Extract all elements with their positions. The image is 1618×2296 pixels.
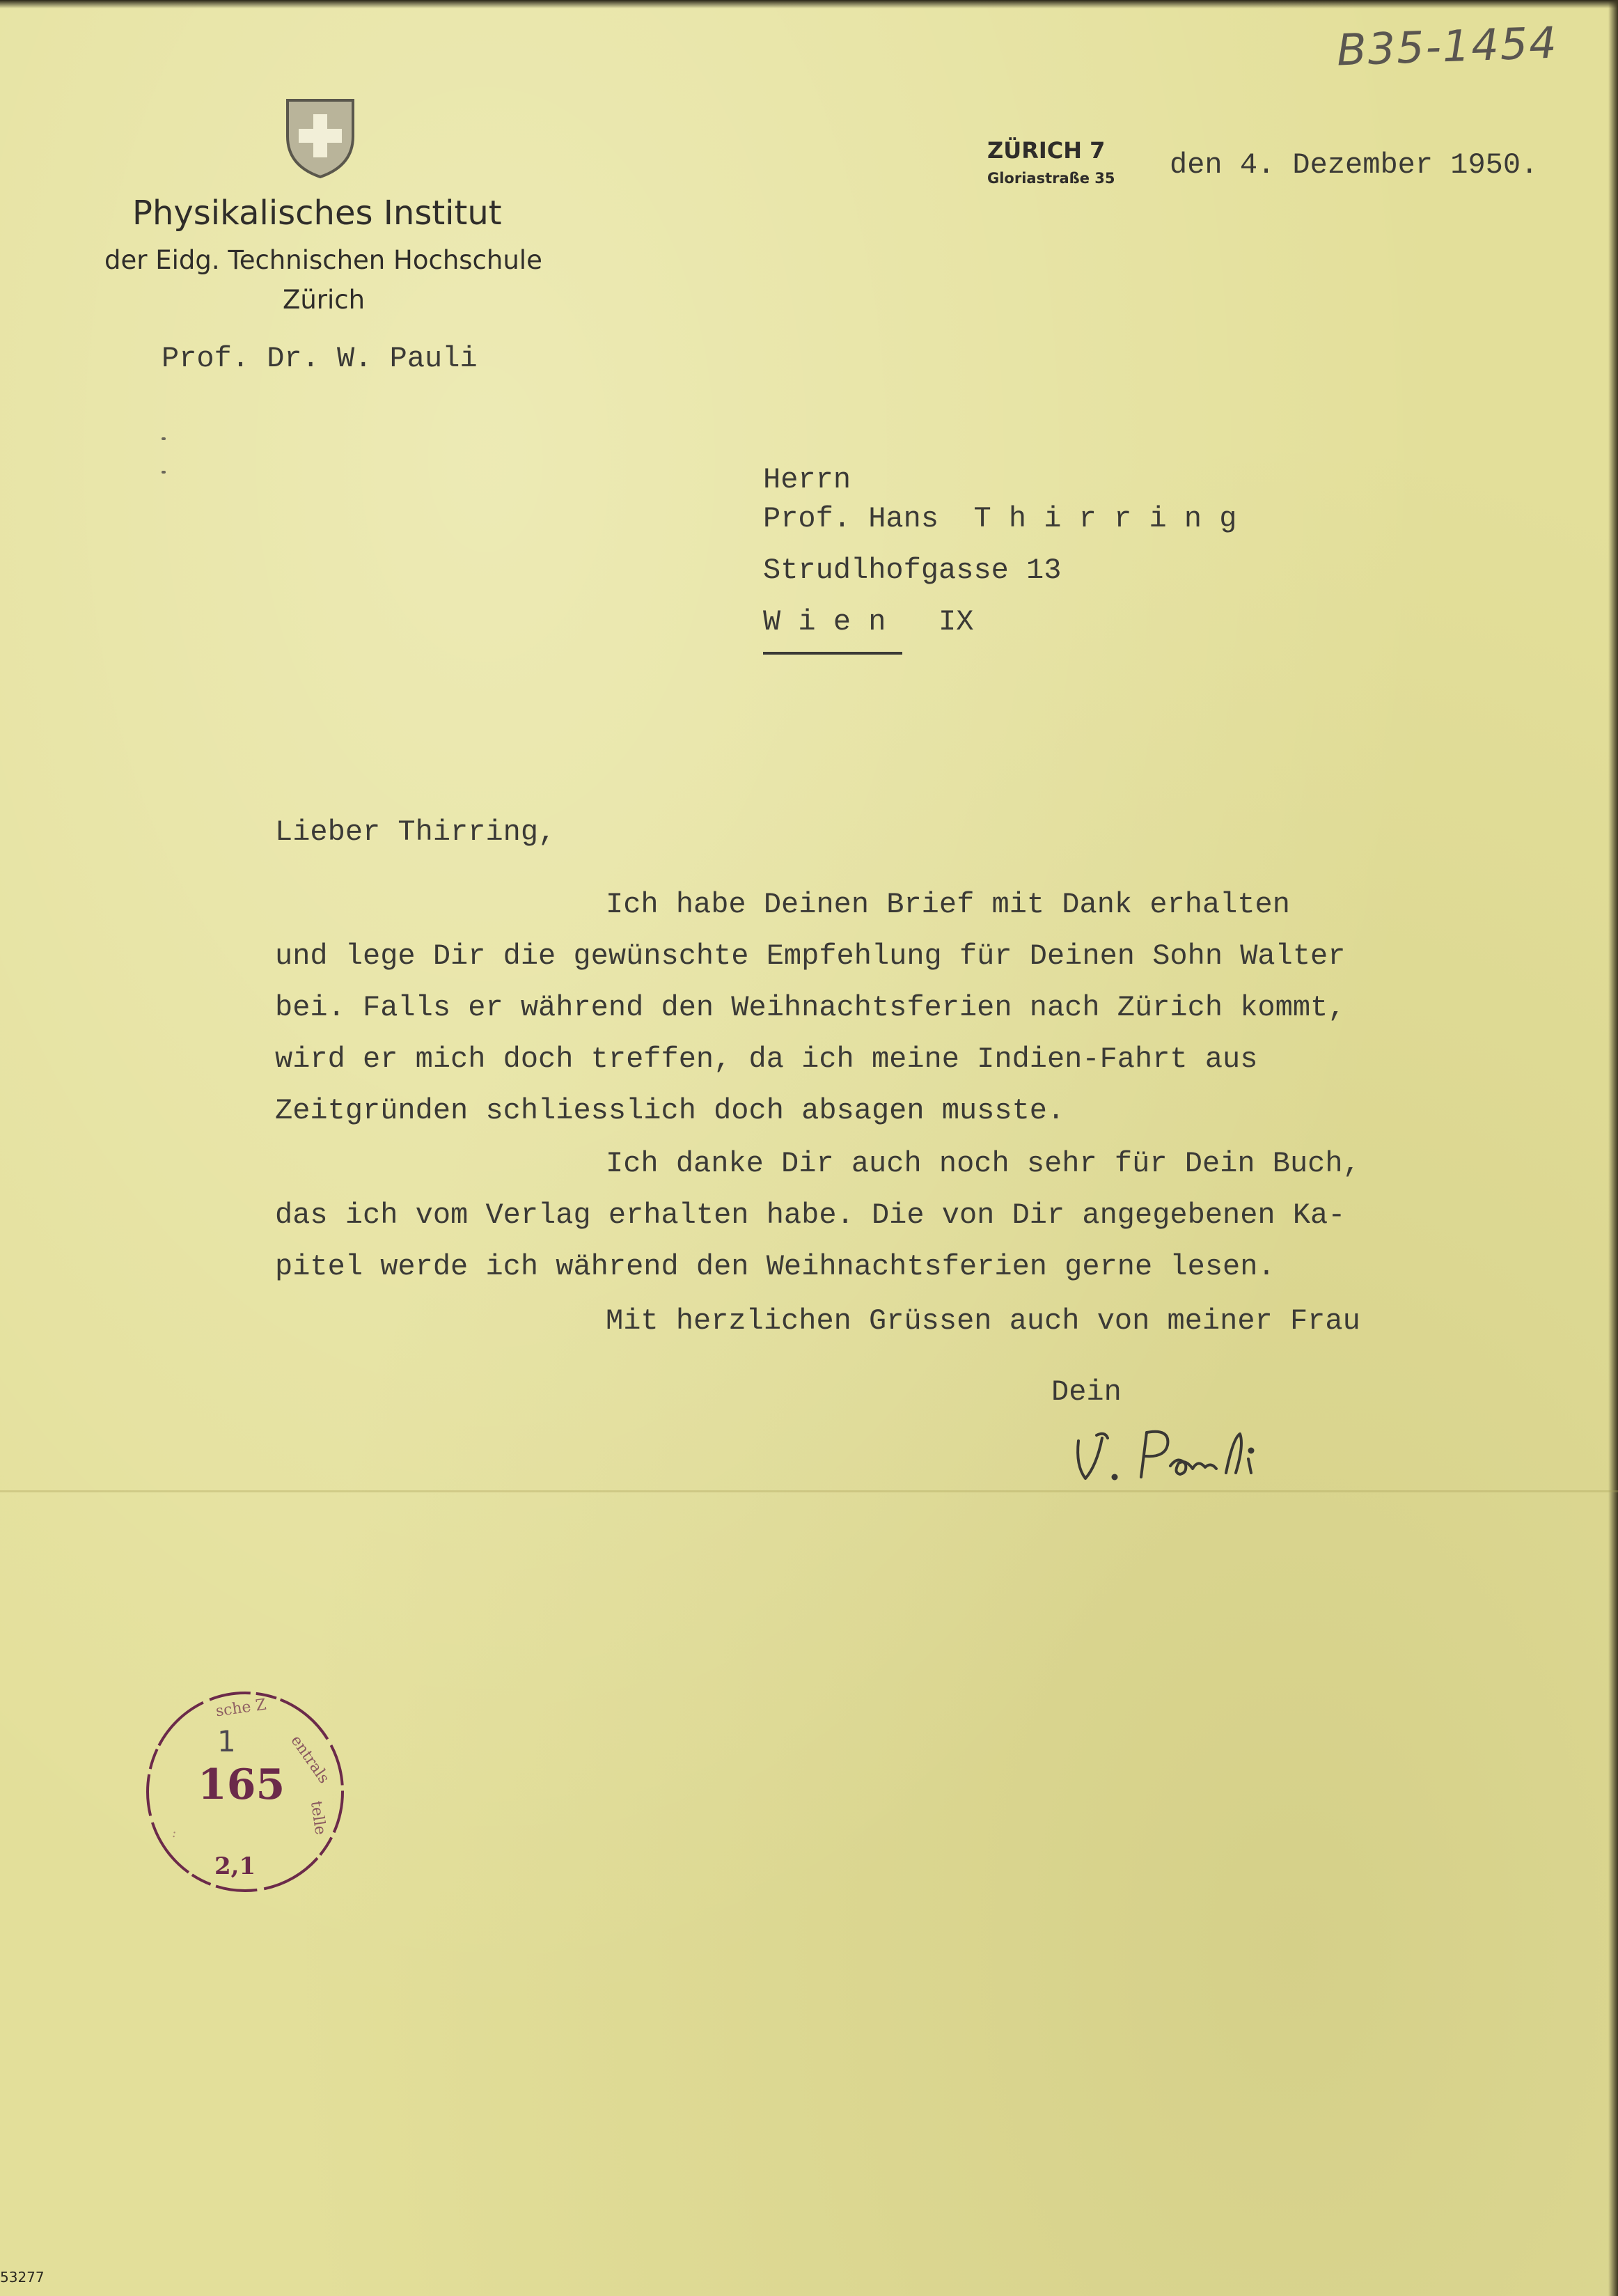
letterhead-city: Zürich bbox=[283, 285, 366, 315]
body-line: und lege Dir die gewünschte Empfehlung für Deinen Sohn Walter bbox=[275, 939, 1346, 973]
svg-text:sche Z: sche Z bbox=[214, 1696, 268, 1721]
stamp-number: 165 bbox=[198, 1760, 285, 1809]
page-edge-right bbox=[1608, 0, 1618, 2296]
recipient-name: Prof. Hans T h i r r i n g bbox=[763, 502, 1237, 536]
school-name: der Eidg. Technischen Hochschule bbox=[104, 245, 542, 275]
body-line: Ich danke Dir auch noch sehr für Dein Buch, bbox=[606, 1147, 1360, 1180]
body-line: Ich habe Deinen Brief mit Dank erhalten bbox=[606, 888, 1290, 921]
archive-number: B35-1454 bbox=[1335, 17, 1559, 76]
body-line: Zeitgründen schliesslich doch absagen musste. bbox=[275, 1094, 1065, 1127]
recipient-street: Strudlhofgasse 13 bbox=[763, 554, 1062, 587]
institute-name: Physikalisches Institut bbox=[132, 194, 502, 233]
body-line: Mit herzlichen Grüssen auch von meiner Frau bbox=[606, 1304, 1360, 1338]
body-line: bei. Falls er während den Weihnachtsferien nach Zürich kommt, bbox=[275, 991, 1346, 1024]
recipient-city: W i e n IX bbox=[763, 605, 974, 639]
svg-text:entrals: entrals bbox=[287, 1732, 333, 1787]
body-line: das ich vom Verlag erhalten habe. Die von Dir angegebenen Ka- bbox=[275, 1198, 1346, 1232]
body-line: pitel werde ich während den Weihnachtsferien gerne lesen. bbox=[275, 1250, 1275, 1283]
svg-text:..: .. bbox=[163, 1828, 179, 1839]
letter-salutation: Lieber Thirring, bbox=[275, 815, 556, 849]
stamp-top-mark: 1 bbox=[217, 1724, 236, 1758]
paper-speck bbox=[162, 437, 166, 440]
recipient-city-underline bbox=[763, 652, 902, 655]
svg-text:telle: telle bbox=[306, 1799, 329, 1836]
archive-stamp bbox=[139, 1668, 352, 1908]
sender-name: Prof. Dr. W. Pauli bbox=[162, 342, 478, 375]
address-city: ZÜRICH 7 bbox=[987, 137, 1106, 164]
paper-speck bbox=[162, 471, 166, 474]
paper-fold bbox=[0, 1490, 1618, 1492]
letter-closing: Dein bbox=[1051, 1375, 1122, 1409]
swiss-coat-of-arms-icon bbox=[282, 96, 359, 180]
page-edge-top bbox=[0, 0, 1618, 8]
corner-number: 53277 bbox=[0, 2269, 45, 2286]
stamp-bottom-mark: 2,1 bbox=[214, 1852, 256, 1880]
address-street: Gloriastraße 35 bbox=[987, 170, 1115, 187]
letter-date: den 4. Dezember 1950. bbox=[1170, 148, 1539, 182]
body-line: wird er mich doch treffen, da ich meine Indien-Fahrt aus bbox=[275, 1042, 1258, 1076]
recipient-salutation: Herrn bbox=[763, 463, 851, 497]
handwritten-signature bbox=[1069, 1417, 1278, 1494]
